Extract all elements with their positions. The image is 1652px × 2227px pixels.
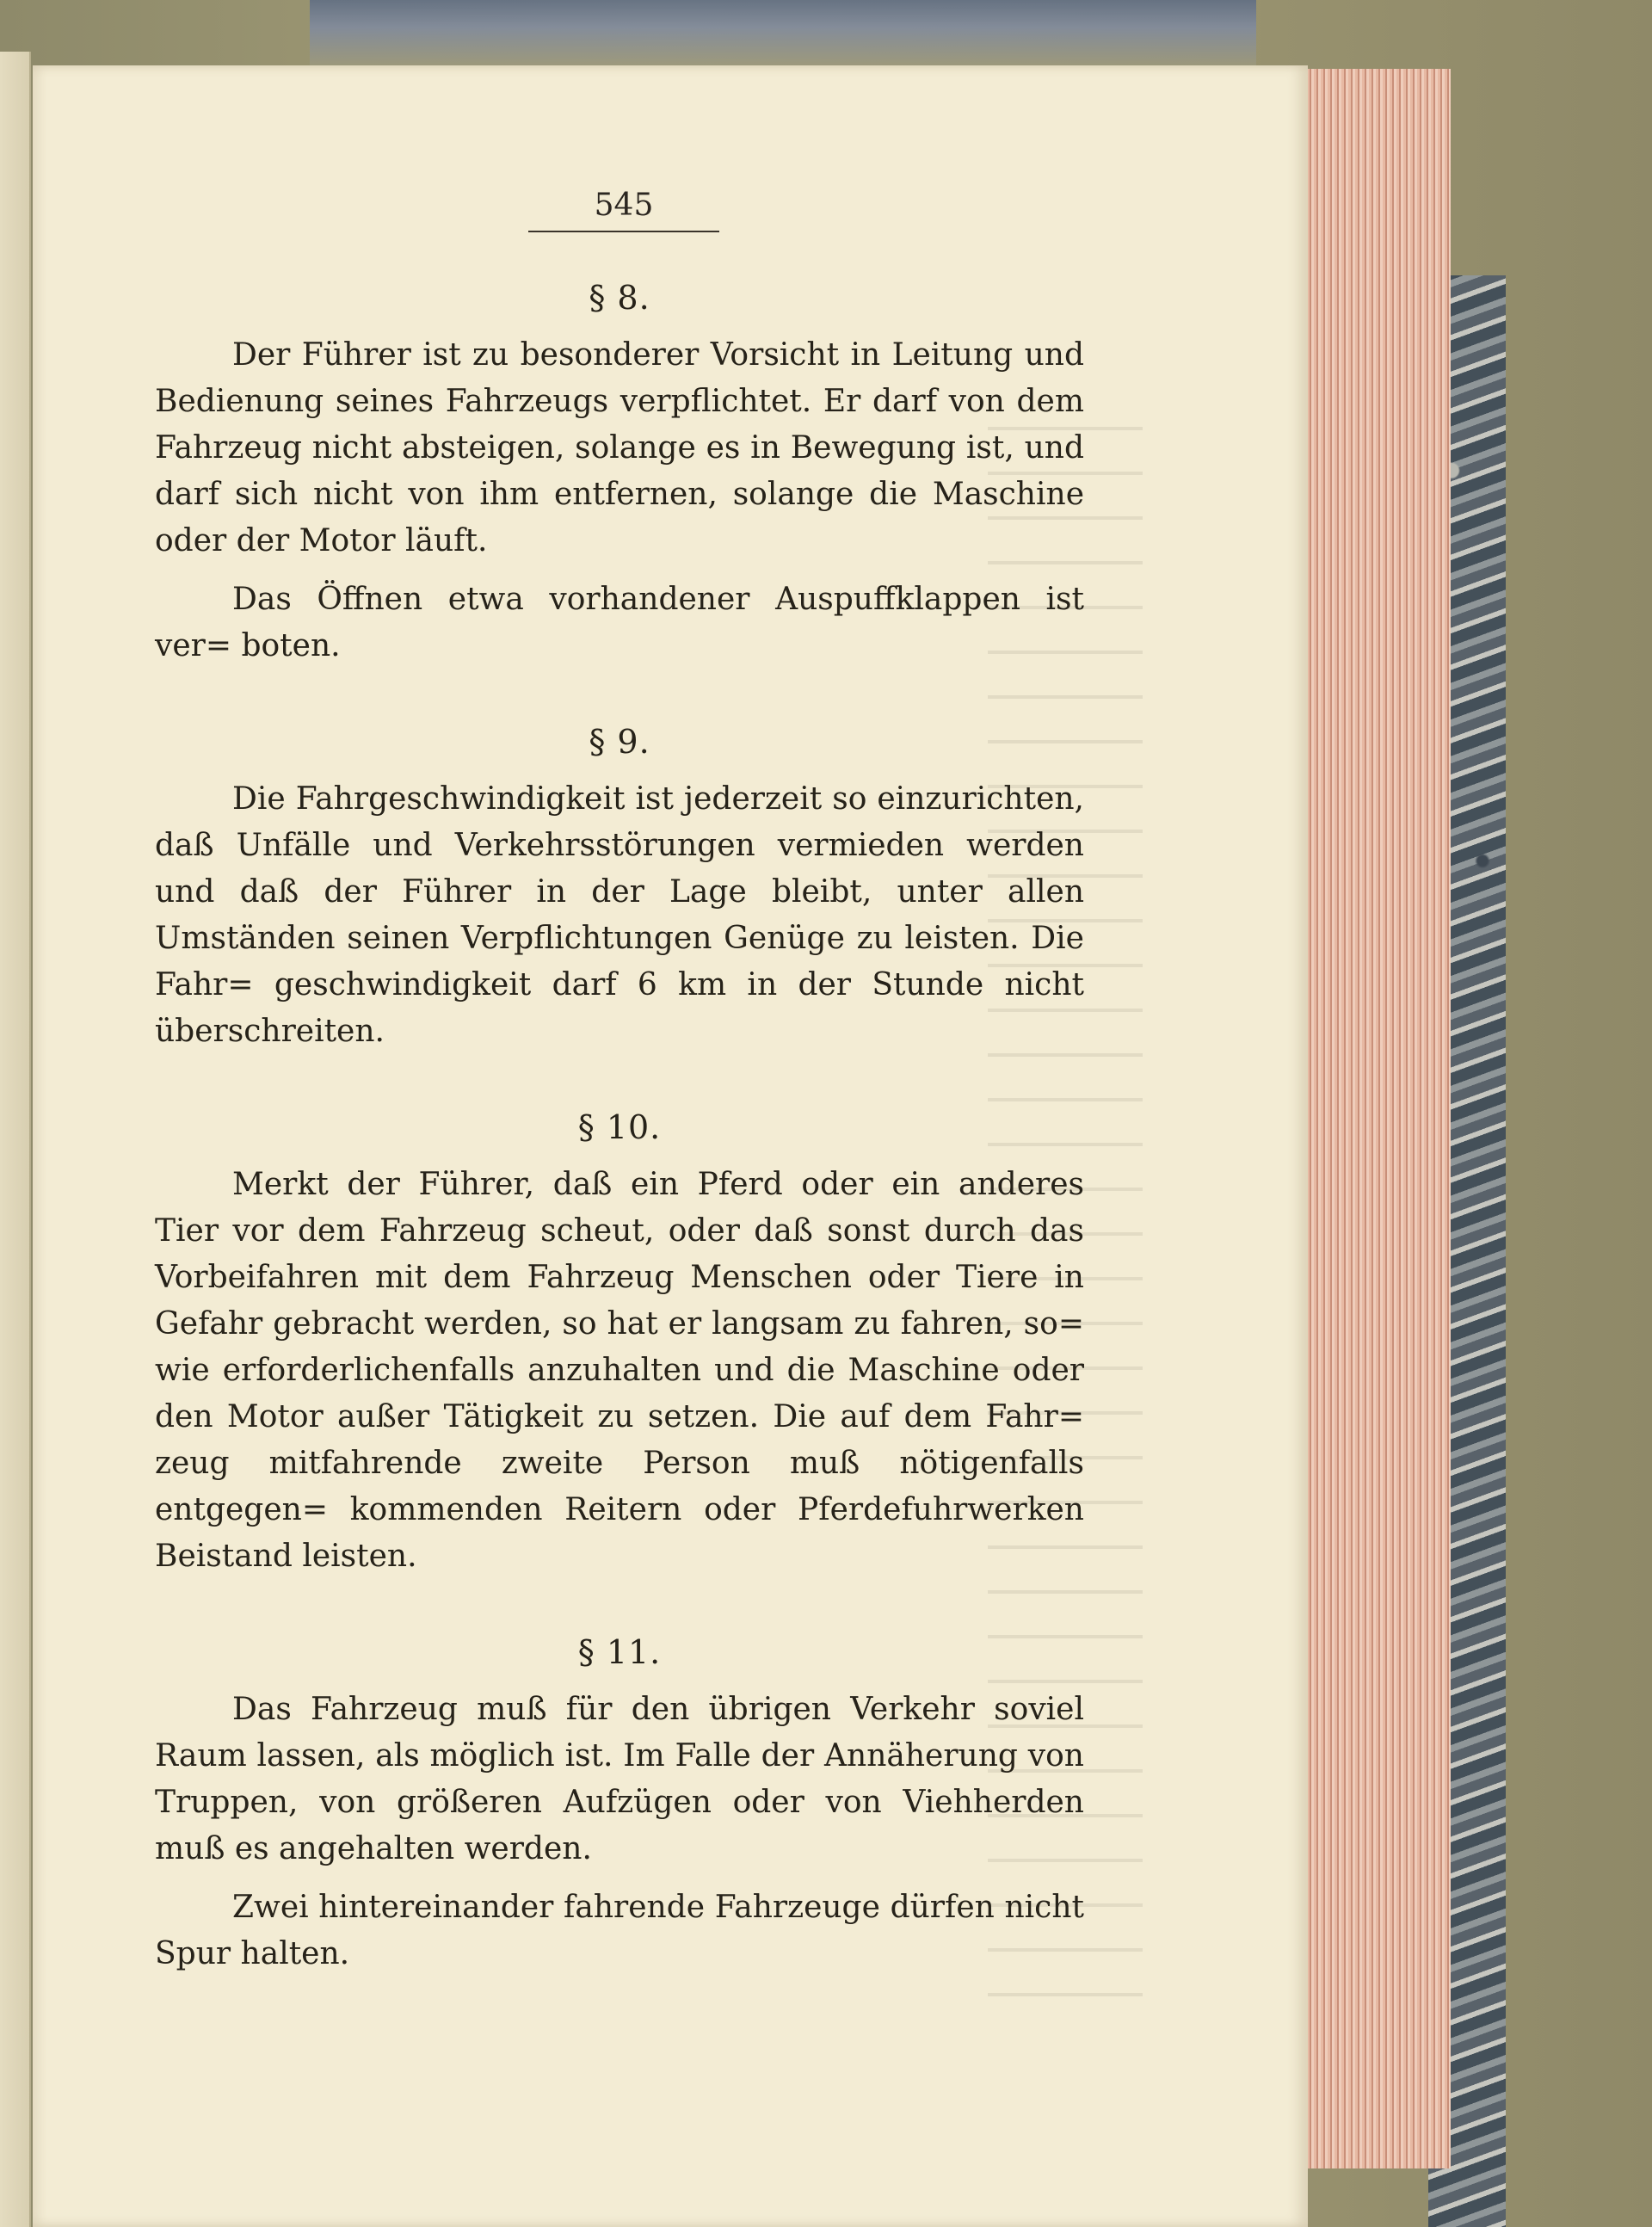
section-heading: § 10.: [577, 1108, 662, 1146]
page-body-text: [155, 275, 1084, 1989]
section-heading: § 9.: [589, 723, 650, 761]
page-edges: [1298, 69, 1451, 2168]
paragraph: Die Fahrgeschwindigkeit ist jederzeit so einzurichten, daß Unfälle und Verkehrsstörungen vermieden werden und daß der Führer in der Lage bleibt, unter allen Umständen seinen Verpflichtungen Genüge zu leisten. Die Fahr= geschwindigkeit darf 6 km in der Stunde nicht überschreiten.: [155, 781, 1084, 1049]
header-rule: [528, 231, 719, 232]
paragraph: Zwei hintereinander fahrende Fahrzeuge dürfen nicht Spur halten.: [155, 1890, 1084, 1971]
paragraph: Das Fahrzeug muß für den übrigen Verkehr soviel Raum lassen, als möglich ist. Im Falle der Annäherung von Truppen, von größeren Aufzügen oder von Viehherden muß es angehalten werden.: [155, 1692, 1084, 1866]
section-heading: § 11.: [577, 1633, 662, 1671]
paragraph: Merkt der Führer, daß ein Pferd oder ein anderes Tier vor dem Fahrzeug scheut, oder daß sonst durch das Vorbeifahren mit dem Fahrzeug Menschen oder Tiere in Gefahr gebracht werden, so hat er langsam zu fahren, so= wie erforderlichenfalls anzuhalten und die Maschine oder den Motor außer Tätigkeit zu setzen. Die auf dem Fahr= zeug mitfahrende zweite Person muß nötigenfalls entgegen= kommenden Reitern oder Pferdefuhrwerken Beistand leisten.: [155, 1167, 1084, 1574]
page-number: 545: [594, 188, 654, 223]
paragraph: Der Führer ist zu besonderer Vorsicht in Leitung und Bedienung seines Fahrzeugs verpflichtet. Er darf von dem Fahrzeug nicht absteigen, solange es in Bewegung ist, und darf sich nicht von ihm entfernen, solange die Maschine oder der Motor läuft.: [155, 337, 1084, 558]
cover-top-edge: [310, 0, 1256, 69]
previous-page-edge: [0, 52, 31, 2227]
paragraph: Das Öffnen etwa vorhandener Auspuffklappen ist ver= boten.: [155, 582, 1084, 663]
section-heading: § 8.: [589, 279, 650, 317]
